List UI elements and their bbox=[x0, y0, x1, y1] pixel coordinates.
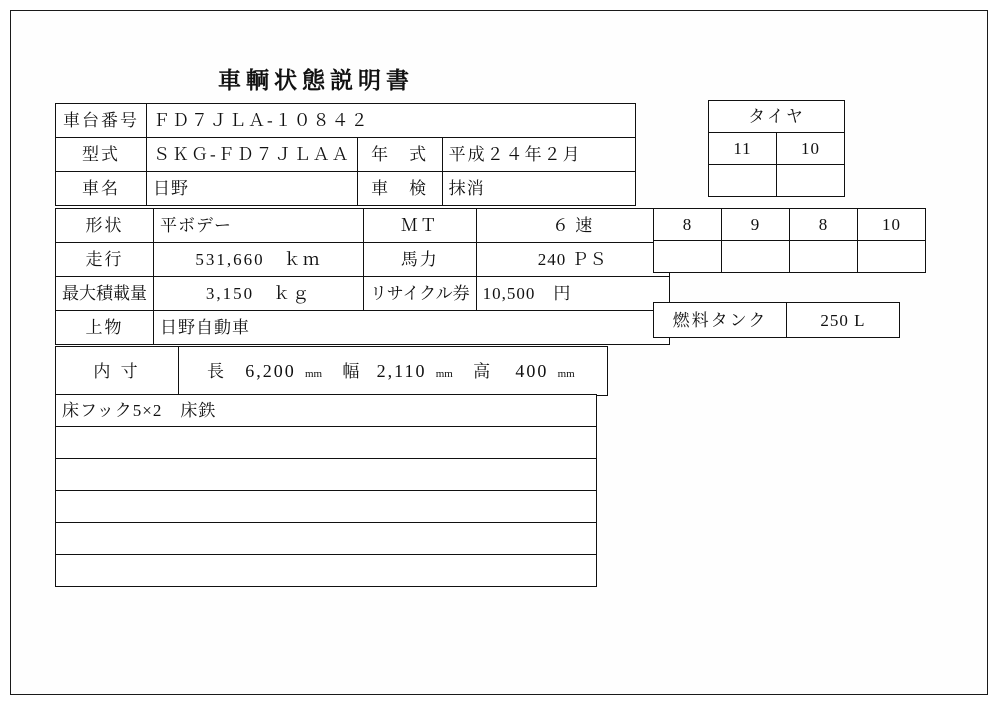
body-shape-label: 形状 bbox=[56, 209, 154, 243]
note-line-2 bbox=[56, 427, 597, 459]
inner-dimension-label: 内 寸 bbox=[56, 347, 179, 396]
table-row bbox=[654, 303, 900, 338]
chassis-number-label: 車台番号 bbox=[56, 104, 147, 138]
tire-front-blank-2 bbox=[777, 165, 845, 197]
page-title: 車輌状態説明書 bbox=[218, 68, 414, 93]
transmission-label: ＭＴ bbox=[364, 209, 477, 243]
vehicle-spec-table bbox=[55, 208, 670, 345]
height-value: 400 bbox=[515, 361, 549, 381]
list-item bbox=[56, 459, 597, 491]
table-row bbox=[709, 101, 845, 133]
height-unit: mm bbox=[557, 368, 575, 380]
body-maker-value: 日野自動車 bbox=[154, 311, 670, 345]
list-item bbox=[56, 491, 597, 523]
horsepower-value: 240 ＰＳ bbox=[476, 243, 669, 277]
table-row bbox=[709, 165, 845, 197]
list-item bbox=[56, 395, 597, 427]
tire-rear-value-2: 9 bbox=[722, 209, 790, 241]
tire-front-blank-1 bbox=[709, 165, 777, 197]
recycle-fee-label: リサイクル券 bbox=[364, 277, 477, 311]
length-value: 6,200 bbox=[245, 361, 296, 381]
table-row bbox=[654, 241, 926, 273]
max-load-value: 3,150 ｋｇ bbox=[154, 277, 364, 311]
model-code-value: ＳＫＧ-ＦＤ７ＪＬＡＡ bbox=[147, 138, 358, 172]
inspection-label: 車 検 bbox=[357, 172, 442, 206]
mileage-value: 531,660 ｋｍ bbox=[154, 243, 364, 277]
mileage-label: 走行 bbox=[56, 243, 154, 277]
tire-rear-value-3: 8 bbox=[790, 209, 858, 241]
tire-rear-blank-4 bbox=[858, 241, 926, 273]
width-unit: mm bbox=[435, 368, 453, 380]
height-label: 高 bbox=[473, 362, 494, 381]
length-label: 長 bbox=[207, 362, 227, 381]
tire-rear-blank-2 bbox=[722, 241, 790, 273]
note-line-1: 床フック5×2 床鉄 bbox=[56, 395, 597, 427]
table-row bbox=[654, 209, 926, 241]
inner-dimension-table bbox=[55, 346, 608, 396]
model-year-value: 平成２４年２月 bbox=[442, 138, 635, 172]
body-maker-label: 上物 bbox=[56, 311, 154, 345]
maker-value: 日野 bbox=[147, 172, 358, 206]
table-row bbox=[709, 133, 845, 165]
table-row bbox=[56, 209, 670, 243]
table-row bbox=[56, 311, 670, 345]
table-row bbox=[56, 138, 636, 172]
fuel-tank-value: 250 L bbox=[787, 303, 900, 338]
recycle-fee-value: 10,500 円 bbox=[476, 277, 669, 311]
length-unit: mm bbox=[305, 368, 323, 380]
table-row bbox=[56, 104, 636, 138]
horsepower-label: 馬力 bbox=[364, 243, 477, 277]
list-item bbox=[56, 555, 597, 587]
list-item bbox=[56, 427, 597, 459]
table-row bbox=[56, 347, 608, 396]
fuel-tank-table bbox=[653, 302, 900, 338]
maker-label: 車名 bbox=[56, 172, 147, 206]
tire-front-value-2: 10 bbox=[777, 133, 845, 165]
width-value: 2,110 bbox=[376, 361, 427, 381]
note-line-4 bbox=[56, 491, 597, 523]
chassis-number-value: ＦＤ７ＪＬＡ-１０８４２ bbox=[147, 104, 636, 138]
model-year-label: 年 式 bbox=[357, 138, 442, 172]
max-load-label: 最大積載量 bbox=[56, 277, 154, 311]
tire-header: タイヤ bbox=[709, 101, 845, 133]
inspection-value: 抹消 bbox=[442, 172, 635, 206]
table-row bbox=[56, 172, 636, 206]
tire-rear-blank-1 bbox=[654, 241, 722, 273]
tire-front-value-1: 11 bbox=[709, 133, 777, 165]
model-code-label: 型式 bbox=[56, 138, 147, 172]
tire-rear-table bbox=[653, 208, 926, 273]
body-shape-value: 平ボデー bbox=[154, 209, 364, 243]
table-row bbox=[56, 277, 670, 311]
notes-table bbox=[55, 394, 597, 587]
vehicle-identity-table bbox=[55, 103, 636, 206]
inner-dimension-values bbox=[179, 347, 608, 396]
list-item bbox=[56, 523, 597, 555]
tire-rear-blank-3 bbox=[790, 241, 858, 273]
note-line-6 bbox=[56, 555, 597, 587]
note-line-3 bbox=[56, 459, 597, 491]
tire-rear-value-4: 10 bbox=[858, 209, 926, 241]
tire-rear-value-1: 8 bbox=[654, 209, 722, 241]
fuel-tank-label: 燃料タンク bbox=[654, 303, 787, 338]
width-label: 幅 bbox=[342, 362, 363, 381]
note-line-5 bbox=[56, 523, 597, 555]
table-row bbox=[56, 243, 670, 277]
tire-front-table bbox=[708, 100, 845, 197]
transmission-value: ６ 速 bbox=[476, 209, 669, 243]
